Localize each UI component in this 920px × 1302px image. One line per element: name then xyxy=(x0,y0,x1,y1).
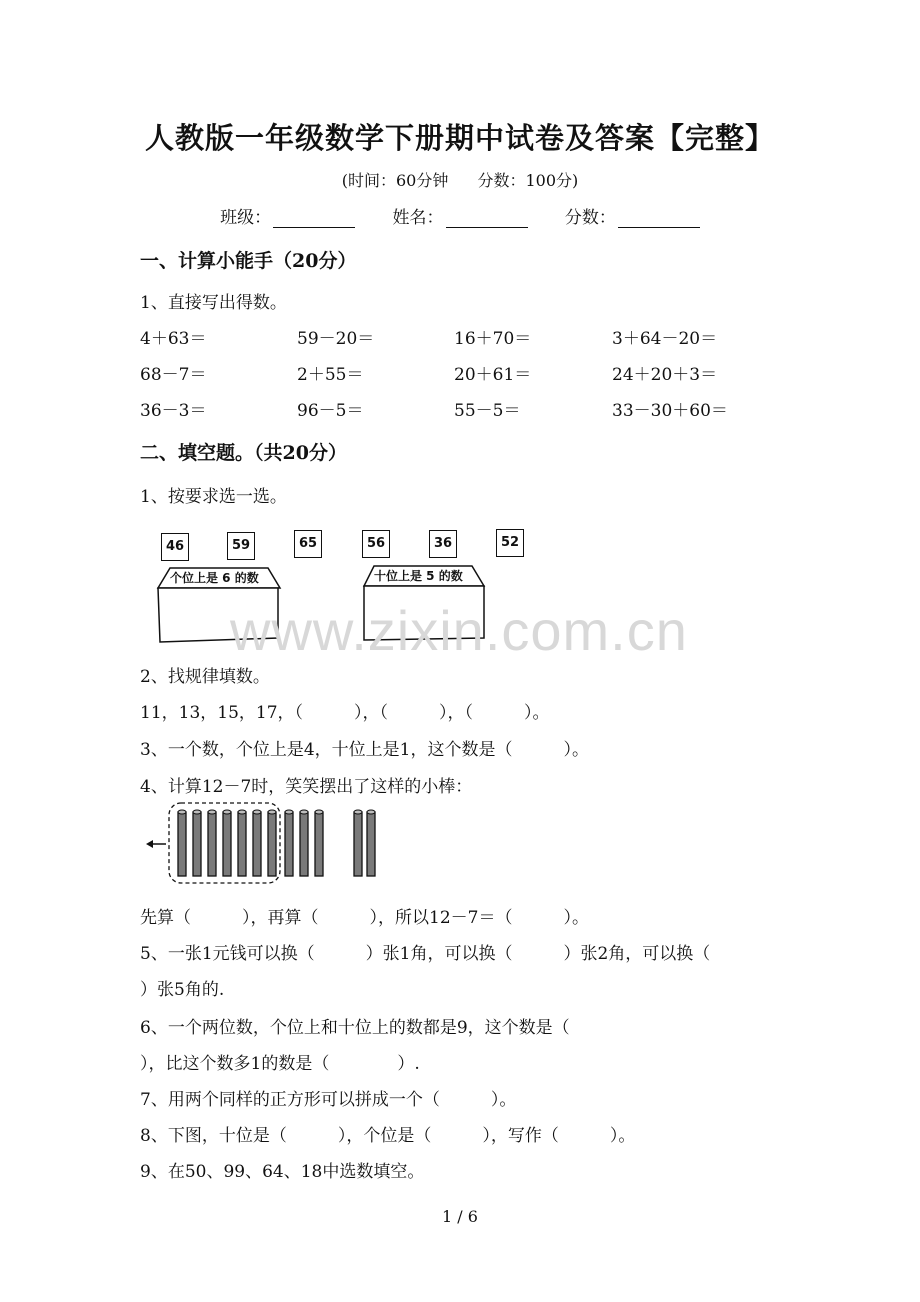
s2-question-5[interactable]: 5、一张1元钱可以换（ ）张1角，可以换（ ）张2角，可以换（ xyxy=(140,944,711,964)
page-number: 1 / 6 xyxy=(442,1207,478,1226)
calc-cell: 59－20＝ xyxy=(297,329,375,349)
calc-cell: 24＋20＋3＝ xyxy=(612,365,718,385)
s2-question-3[interactable]: 3、一个数，个位上是4，十位上是1，这个数是（ ）。 xyxy=(140,740,589,760)
number-card: 52 xyxy=(496,529,524,557)
calc-cell: 16＋70＝ xyxy=(454,329,532,349)
calc-cell: 68－7＝ xyxy=(140,365,207,385)
s2-question-7[interactable]: 7、用两个同样的正方形可以拼成一个（ ）。 xyxy=(140,1090,517,1110)
s2-question-2-answer[interactable]: 11，13，15，17，（ ），（ ），（ ）。 xyxy=(140,703,550,723)
score-label: 分数： xyxy=(564,208,616,228)
calc-cell: 55－5＝ xyxy=(454,401,521,421)
watermark: www.zixin.com.cn xyxy=(230,599,688,662)
number-card: 65 xyxy=(294,530,322,558)
calc-cell: 20＋61＝ xyxy=(454,365,532,385)
exam-score-total: 分数：100分) xyxy=(477,171,579,190)
calc-cell: 4＋63＝ xyxy=(140,329,207,349)
number-card: 56 xyxy=(362,530,390,558)
s1-question-1: 1、直接写出得数。 xyxy=(140,293,287,313)
student-fields xyxy=(0,203,920,228)
s2-question-6[interactable]: 6、一个两位数，个位上和十位上的数都是9，这个数是（ xyxy=(140,1018,570,1038)
s2-question-2: 2、找规律填数。 xyxy=(140,667,270,687)
name-line xyxy=(446,211,528,228)
s2-question-8[interactable]: 8、下图，十位是（ ），个位是（ ），写作（ ）。 xyxy=(140,1126,636,1146)
s2-question-4-answer[interactable]: 先算（ ），再算（ ），所以12－7＝（ ）。 xyxy=(140,908,589,928)
section-2-heading: 二、填空题。（共20分） xyxy=(140,442,347,464)
s2-question-9: 9、在50、99、64、18中选数填空。 xyxy=(140,1162,425,1182)
s2-question-1: 1、按要求选一选。 xyxy=(140,487,287,507)
calc-cell: 36－3＝ xyxy=(140,401,207,421)
page-title: 人教版一年级数学下册期中试卷及答案【完整】 xyxy=(144,121,775,155)
name-label: 姓名： xyxy=(392,208,444,228)
house-tens-five-label: 十位上是 5 的数 xyxy=(374,569,463,583)
score-field[interactable] xyxy=(565,203,700,228)
exam-time: (时间：60分钟 xyxy=(341,171,449,190)
exam-meta xyxy=(0,168,920,191)
number-card: 59 xyxy=(227,532,255,560)
calc-cell: 33－30＋60＝ xyxy=(612,401,728,421)
class-line xyxy=(273,211,355,228)
sticks-illustration xyxy=(140,800,390,890)
calc-cell: 2＋55＝ xyxy=(297,365,364,385)
s2-question-5-cont: ）张5角的. xyxy=(140,980,225,1000)
class-field[interactable] xyxy=(220,203,355,228)
calc-cell: 3＋64－20＝ xyxy=(612,329,718,349)
house-ones-six-label: 个位上是 6 的数 xyxy=(170,571,259,585)
section-1-heading: 一、计算小能手（20分） xyxy=(140,250,357,272)
s2-question-6-cont[interactable]: ），比这个数多1的数是（ ）. xyxy=(140,1054,420,1074)
number-card: 36 xyxy=(429,530,457,558)
name-field[interactable] xyxy=(393,203,528,228)
calc-cell: 96－5＝ xyxy=(297,401,364,421)
s2-question-4: 4、计算12－7时，笑笑摆出了这样的小棒： xyxy=(140,777,473,797)
class-label: 班级： xyxy=(220,208,272,228)
score-line xyxy=(618,211,700,228)
number-card: 46 xyxy=(161,533,189,561)
